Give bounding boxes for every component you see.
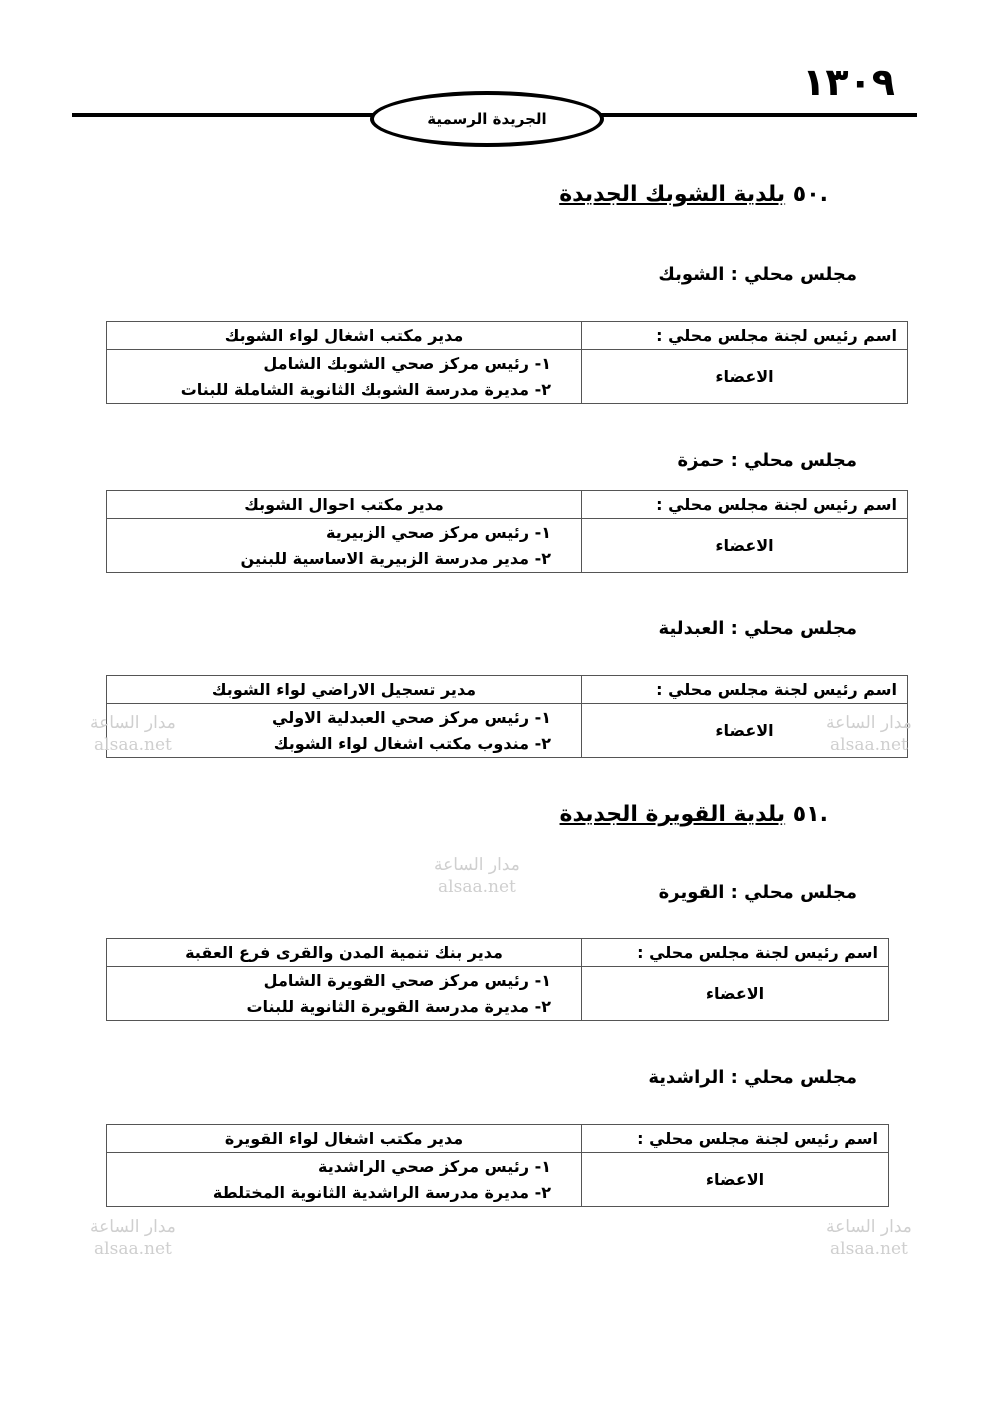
watermark: مدار الساعة alsaa.net	[826, 713, 912, 755]
head-value: مدير مكتب احوال الشوبك	[107, 491, 582, 519]
page-number: ١٣٠٩	[802, 60, 895, 104]
members-label: الاعضاء	[582, 350, 908, 404]
council-table	[106, 938, 889, 1021]
council-label: مجلس محلي : العبدلية	[658, 618, 857, 639]
municipality-heading-50	[559, 182, 828, 207]
member-item: ١- رئيس مركز صحي الراشدية	[318, 1156, 551, 1176]
head-label: اسم رئيس لجنة مجلس محلي :	[582, 322, 908, 350]
members-label: الاعضاء	[582, 967, 889, 1021]
council-table	[106, 675, 908, 758]
member-item: ١- رئيس مركز صحي العبدلية الاولي	[272, 707, 551, 727]
watermark: مدار الساعة alsaa.net	[434, 855, 520, 897]
member-item: ١- رئيس مركز صحي القويرة الشامل	[263, 970, 551, 990]
municipality-name: بلدية القويرة الجديدة	[559, 802, 786, 827]
watermark: مدار الساعة alsaa.net	[90, 713, 176, 755]
gazette-title-oval	[370, 91, 604, 147]
municipality-number: .٥١	[792, 802, 828, 827]
watermark: مدار الساعة alsaa.net	[826, 1217, 912, 1259]
council-table	[106, 321, 908, 404]
members-label: الاعضاء	[582, 519, 908, 573]
council-label: مجلس محلي : الراشدية	[648, 1067, 857, 1088]
member-item: ٢- مدير مدرسة الزبيرية الاساسية للبنين	[240, 548, 551, 568]
municipality-number: .٥٠	[792, 182, 828, 207]
members-cell	[107, 704, 582, 758]
member-item: ١- رئيس مركز صحي الزبيرية	[326, 522, 551, 542]
watermark: مدار الساعة alsaa.net	[90, 1217, 176, 1259]
members-cell	[107, 1153, 582, 1207]
head-label: اسم رئيس لجنة مجلس محلي :	[582, 491, 908, 519]
members-cell	[107, 519, 582, 573]
head-label: اسم رئيس لجنة مجلس محلي :	[582, 676, 908, 704]
head-label: اسم رئيس لجنة مجلس محلي :	[582, 1125, 889, 1153]
council-label: مجلس محلي : القويرة	[658, 882, 857, 903]
head-value: مدير مكتب اشغال لواء الشوبك	[107, 322, 582, 350]
municipality-heading-51	[560, 802, 828, 827]
member-item: ٢- مديرة مدرسة الشوبك الثانوية الشاملة للبنات	[180, 379, 551, 399]
council-label: مجلس محلي : الشوبك	[658, 264, 857, 285]
municipality-name: بلدية الشوبك الجديدة	[559, 182, 786, 207]
member-item: ٢- مديرة مدرسة القويرة الثانوية للبنات	[246, 996, 551, 1016]
gazette-title: الجريدة الرسمية	[427, 110, 547, 128]
council-label: مجلس محلي : حمزة	[677, 450, 857, 471]
members-cell	[107, 350, 582, 404]
head-value: مدير مكتب اشغال لواء القويرة	[107, 1125, 582, 1153]
member-item: ٢- مندوب مكتب اشغال لواء الشوبك	[273, 733, 551, 753]
member-item: ٢- مديرة مدرسة الراشدية الثانوية المختلطة	[212, 1182, 551, 1202]
head-value: مدير بنك تنمية المدن والقرى فرع العقبة	[107, 939, 582, 967]
council-table	[106, 1124, 889, 1207]
members-label: الاعضاء	[582, 1153, 889, 1207]
member-item: ١- رئيس مركز صحي الشوبك الشامل	[263, 353, 551, 373]
head-value: مدير تسجيل الاراضي لواء الشوبك	[107, 676, 582, 704]
members-cell	[107, 967, 582, 1021]
head-label: اسم رئيس لجنة مجلس محلي :	[582, 939, 889, 967]
council-table	[106, 490, 908, 573]
members-label: الاعضاء	[582, 704, 908, 758]
